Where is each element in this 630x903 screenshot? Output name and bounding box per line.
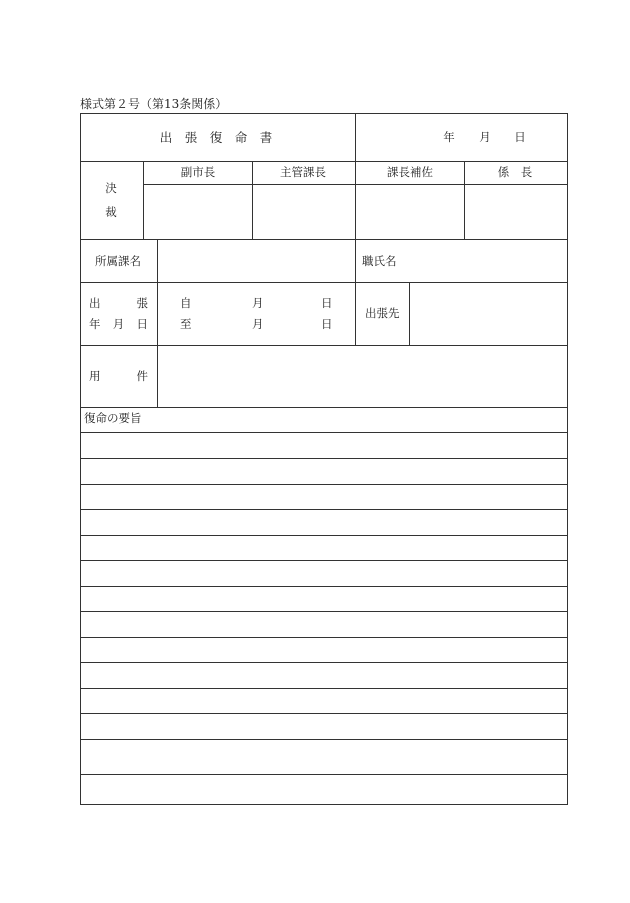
- approval-col-section-chief: 主管課長: [280, 165, 326, 179]
- to-day-label: 日: [321, 317, 333, 331]
- destination-label: 出張先: [365, 306, 400, 320]
- summary-label: 復命の要旨: [84, 411, 142, 425]
- purpose-label: 用 件: [89, 369, 148, 383]
- form-title: 出 張 復 命 書: [159, 130, 273, 145]
- name-field[interactable]: [400, 240, 566, 281]
- trip-label-1: 出 張: [89, 296, 148, 310]
- department-label: 所属課名: [95, 254, 141, 268]
- divider-purpose: [80, 407, 567, 408]
- approval-col-vice-mayor: 副市長: [180, 165, 216, 179]
- from-month-label: 月: [252, 296, 264, 310]
- seal-box-section-chief[interactable]: [253, 185, 354, 238]
- to-prefix: 至: [180, 317, 192, 331]
- summary-area[interactable]: [81, 433, 566, 802]
- date-year-label: 年: [443, 130, 455, 144]
- to-month-label: 月: [252, 317, 264, 331]
- approval-col-subsection-chief: 係 長: [497, 165, 533, 179]
- purpose-field[interactable]: [158, 346, 566, 406]
- seal-box-subsection-chief[interactable]: [465, 185, 566, 238]
- name-label: 職氏名: [362, 254, 397, 268]
- approval-label-2: 裁: [105, 205, 117, 219]
- from-prefix: 自: [180, 296, 192, 310]
- date-day-label: 日: [514, 130, 526, 144]
- approval-label-1: 決: [105, 181, 117, 195]
- approval-col-deputy-chief: 課長補佐: [387, 165, 433, 179]
- trip-label-2: 年 月 日: [89, 317, 148, 331]
- seal-box-deputy-chief[interactable]: [356, 185, 463, 238]
- from-day-label: 日: [321, 296, 333, 310]
- divider-title-date: [355, 113, 356, 161]
- seal-box-vice-mayor[interactable]: [144, 185, 251, 238]
- divider-title: [80, 161, 567, 162]
- destination-field[interactable]: [410, 283, 566, 344]
- form-number: 様式第２号（第13条関係）: [80, 97, 228, 111]
- divider-name-destination: [355, 239, 356, 345]
- department-field[interactable]: [158, 240, 354, 281]
- date-month-label: 月: [479, 130, 491, 144]
